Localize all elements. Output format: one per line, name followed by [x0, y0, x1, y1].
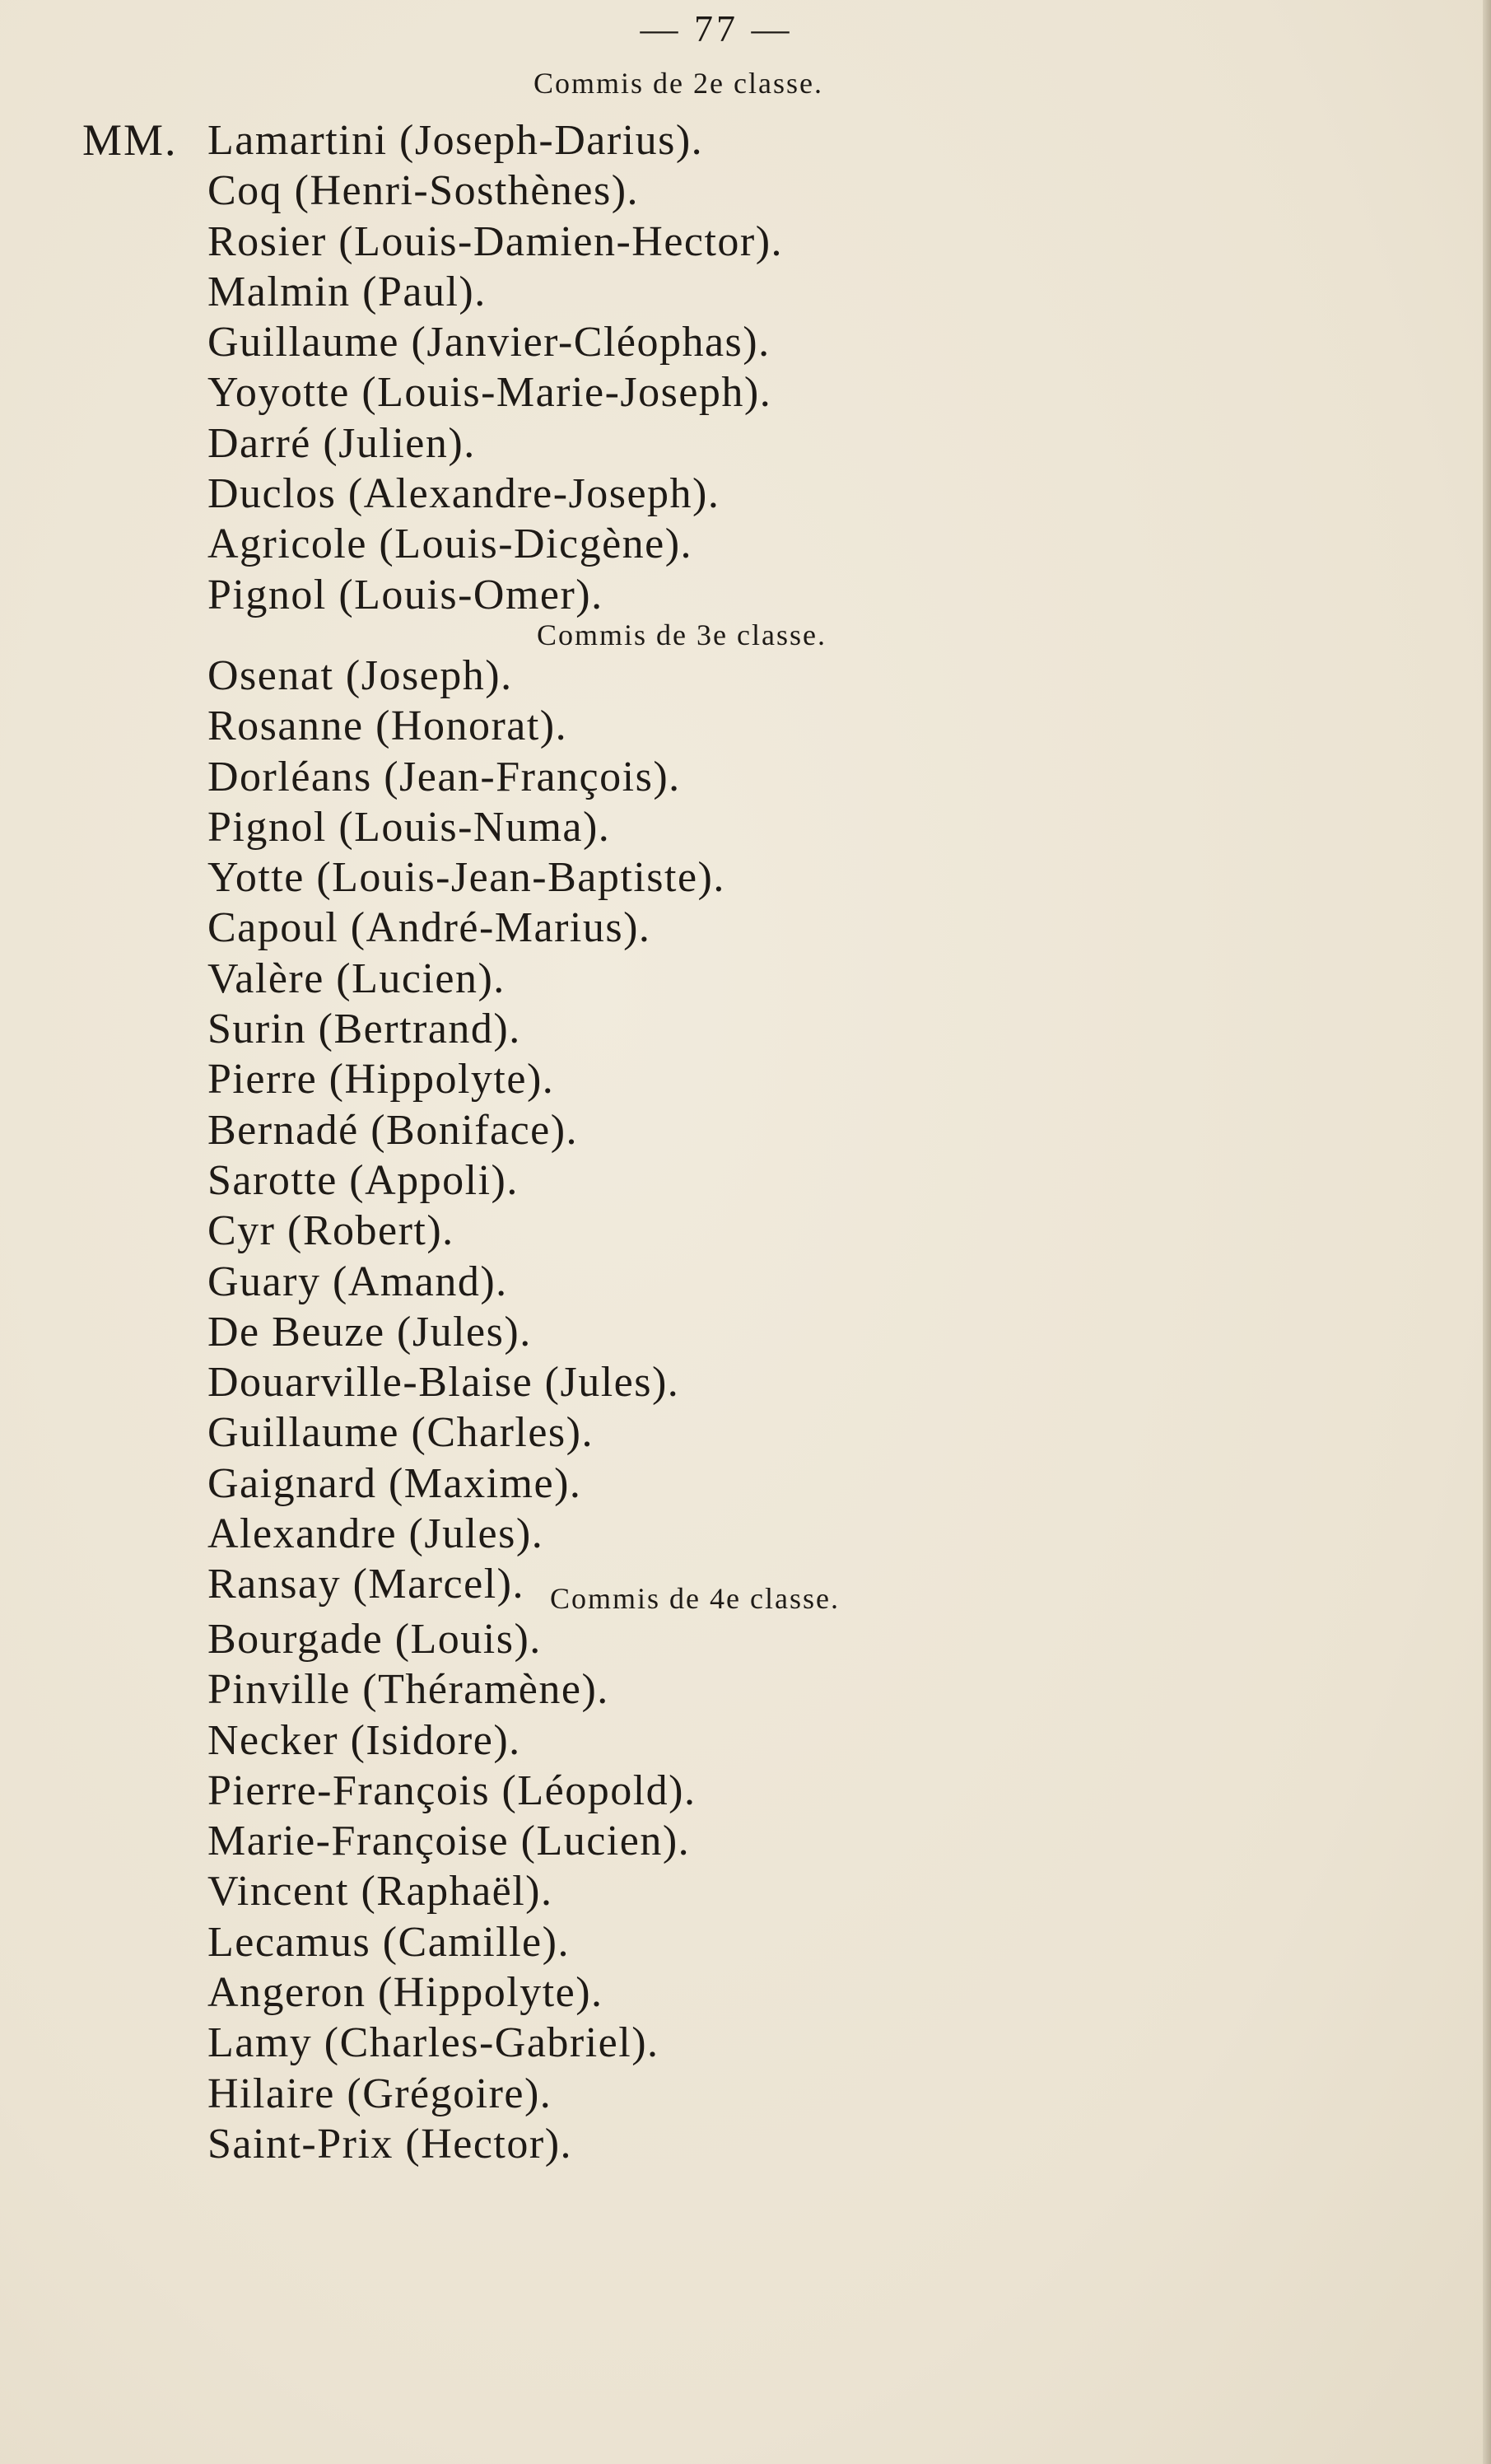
list-item: Darré (Julien). [207, 419, 476, 467]
list-item: Valère (Lucien). [207, 954, 506, 1002]
list-item: Gaignard (Maxime). [207, 1459, 582, 1507]
list-item: Yotte (Louis-Jean-Baptiste). [207, 854, 725, 902]
list-item: Pinville (Théramène). [207, 1666, 609, 1714]
list-item: Pierre (Hippolyte). [207, 1056, 555, 1104]
honorific-prefix: MM. [82, 115, 178, 165]
list-item: Bernadé (Boniface). [207, 1106, 579, 1154]
list-item: Pignol (Louis-Omer). [207, 571, 603, 618]
list-item: Surin (Bertrand). [207, 1006, 521, 1053]
page-edge [1483, 0, 1491, 2464]
name-list-commis-4e [207, 1614, 696, 2169]
list-item: Alexandre (Jules). [207, 1510, 544, 1558]
list-item: Guillaume (Charles). [207, 1409, 594, 1457]
section-title-commis-2e: Commis de 2e classe. [533, 67, 823, 100]
list-item: Duclos (Alexandre-Joseph). [207, 470, 720, 518]
list-item: Marie-Françoise (Lucien). [207, 1818, 691, 1865]
list-item: Cyr (Robert). [207, 1207, 454, 1255]
name-list-commis-3e [207, 651, 725, 1610]
page-number: — 77 — [640, 7, 793, 49]
list-item: Bourgade (Louis). [207, 1616, 542, 1663]
section-title-commis-3e: Commis de 3e classe. [537, 618, 827, 651]
list-item: Dorléans (Jean-François). [207, 753, 681, 800]
list-item: De Beuze (Jules). [207, 1308, 532, 1356]
list-item: Douarville-Blaise (Jules). [207, 1359, 680, 1407]
list-item: Lamartini (Joseph-Darius). [207, 117, 704, 164]
list-item: Capoul (André-Marius). [207, 904, 651, 952]
list-item: Rosier (Louis-Damien-Hector). [207, 217, 784, 265]
list-item: Guary (Amand). [207, 1258, 508, 1305]
list-item: Coq (Henri-Sosthènes). [207, 167, 640, 215]
list-item: Angeron (Hippolyte). [207, 1969, 603, 2017]
list-item: Saint-Prix (Hector). [207, 2120, 573, 2168]
list-item: Rosanne (Honorat). [207, 702, 568, 750]
list-item: Osenat (Joseph). [207, 652, 513, 699]
name-list-commis-2e [207, 115, 783, 620]
list-item: Necker (Isidore). [207, 1716, 521, 1764]
list-item: Pignol (Louis-Numa). [207, 803, 611, 851]
list-item: Guillaume (Janvier-Cléophas). [207, 319, 771, 366]
list-item: Sarotte (Appoli). [207, 1156, 519, 1204]
list-item: Ransay (Marcel). [207, 1561, 524, 1608]
list-item: Lecamus (Camille). [207, 1918, 570, 1966]
list-item: Agricole (Louis-Dicgène). [207, 520, 693, 568]
list-item: Malmin (Paul). [207, 268, 487, 315]
list-item: Lamy (Charles-Gabriel). [207, 2019, 659, 2067]
list-item: Hilaire (Grégoire). [207, 2070, 552, 2117]
list-item: Vincent (Raphaël). [207, 1868, 553, 1916]
list-item: Yoyotte (Louis-Marie-Joseph). [207, 369, 772, 417]
section-title-commis-4e: Commis de 4e classe. [550, 1582, 840, 1615]
list-item: Pierre-François (Léopold). [207, 1766, 697, 1814]
